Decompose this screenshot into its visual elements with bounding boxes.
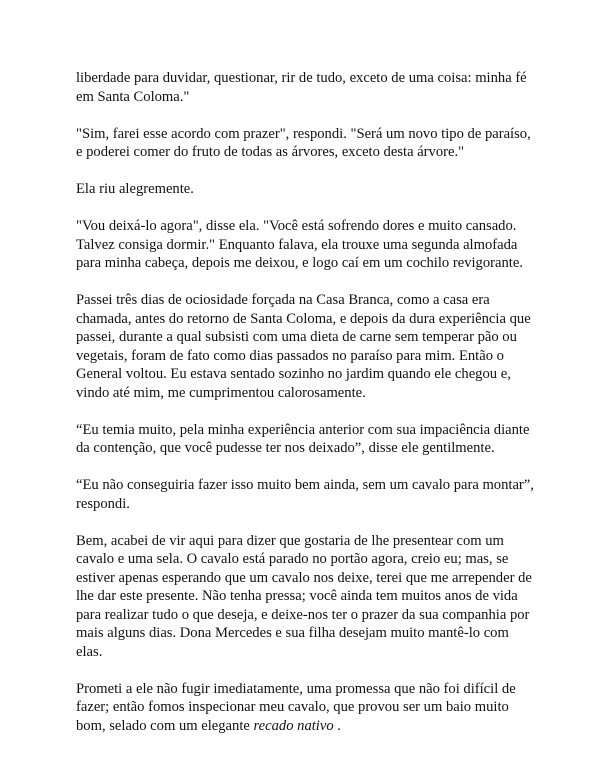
paragraph-9-tail: . bbox=[333, 717, 341, 734]
paragraph-3: Ela riu alegremente. bbox=[76, 181, 194, 197]
paragraph-2: "Sim, farei esse acordo com prazer", respondi. "Será um novo tipo de paraíso, e poderei comer do fruto de todas as árvores, exceto desta árvore." bbox=[76, 125, 531, 160]
paragraph-4: "Vou deixá-lo agora", disse ela. "Você está sofrendo dores e muito cansado. Talvez consiga dormir." Enquanto falava, ela trouxe uma segunda almofada para minha cabeça, depois me deixou, e logo caí em um cochilo revigorante. bbox=[76, 218, 523, 271]
paragraph-5: Passei três dias de ociosidade forçada na Casa Branca, como a casa era chamada, antes do retorno de Santa Coloma, e depois da dura experiência que passei, durante a qual subsisti com uma dieta de carne sem temperar pão ou vegetais, foram de fato como dias passados no paraíso para mim. Então o General voltou. Eu estava sentado sozinho no jardim quando ele chegou e, vindo até mim, me cumprimentou calorosamente. bbox=[76, 292, 531, 401]
document-body bbox=[76, 69, 536, 754]
paragraph-9-italic: recado nativo bbox=[253, 717, 334, 734]
paragraph-9-text: Prometi a ele não fugir imediatamente, uma promessa que não foi difícil de fazer; então fomos inspecionar meu cavalo, que provou ser um baio muito bom, selado com um elegante bbox=[76, 680, 516, 734]
paragraph-7: “Eu não conseguiria fazer isso muito bem ainda, sem um cavalo para montar”, respondi. bbox=[76, 477, 534, 512]
paragraph-9 bbox=[76, 680, 536, 736]
paragraph-6: “Eu temia muito, pela minha experiência anterior com sua impaciência diante da contenção, que você pudesse ter nos deixado”, disse ele gentilmente. bbox=[76, 421, 530, 456]
paragraph-8: Bem, acabei de vir aqui para dizer que gostaria de lhe presentear com um cavalo e uma sela. O cavalo está parado no portão agora, creio eu; mas, se estiver apenas esperando que um cavalo nos deixe, terei que me arrepender de lhe dar este presente. Não tenha pressa; você ainda tem muitos anos de vida para realizar tudo o que deseja, e deixe-nos ter o prazer da sua companhia por mais alguns dias. Dona Mercedes e sua filha desejam muito mantê-lo com elas. bbox=[76, 532, 532, 660]
paragraph-1: liberdade para duvidar, questionar, rir de tudo, exceto de uma coisa: minha fé em Santa Coloma." bbox=[76, 70, 527, 105]
